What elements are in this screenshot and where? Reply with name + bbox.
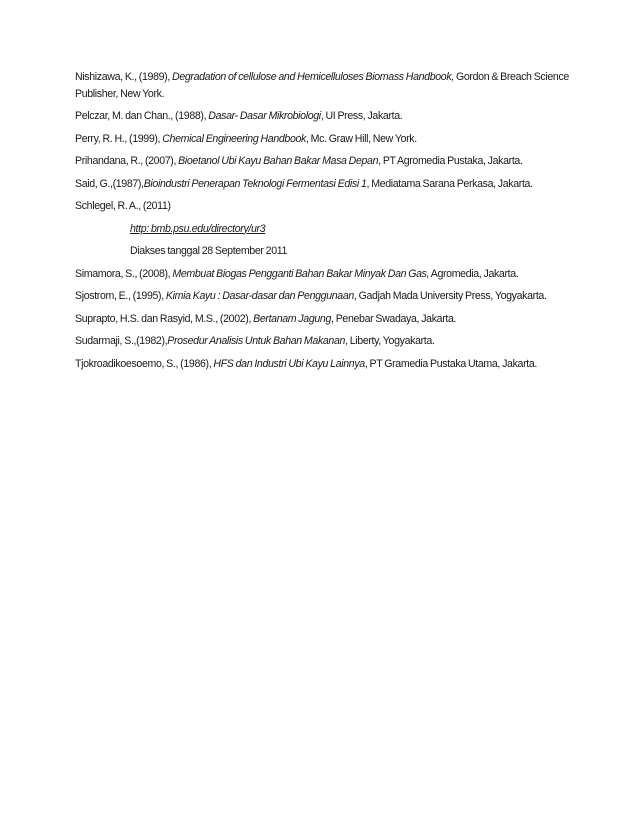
reference-publisher: , UI Press, Jakarta. — [320, 110, 403, 122]
reference-tjokroadikoesoemo — [75, 356, 578, 373]
reference-perry — [75, 131, 578, 148]
reference-author-year: Sudarmaji, S.,(1982), — [75, 335, 168, 347]
reference-schlegel-accessed — [75, 243, 578, 260]
reference-author-year: Suprapto, H.S. dan Rasyid, M.S., (2002), — [75, 312, 254, 325]
reference-schlegel-url — [75, 221, 578, 238]
reference-author-year: Pelczar, M. dan Chan., (1988), — [75, 110, 209, 122]
reference-publisher: , PT Gramedia Pustaka Utama, Jakarta. — [364, 357, 537, 370]
reference-author-year: Schlegel, R. A., (2011) — [75, 200, 171, 212]
reference-publisher: Agromedia, Jakarta. — [429, 267, 519, 280]
reference-author-year: Prihandana, R., (2007), — [75, 155, 179, 167]
reference-suprapto — [75, 311, 578, 328]
reference-author-year: Sjostrom, E., (1995), — [75, 290, 166, 302]
reference-title: Membuat Biogas Pengganti Bahan Bakar Minyak Dan Gas, — [172, 267, 430, 280]
reference-title: Degradation of cellulose and Hemicelluloses Biomass Handbook, — [172, 71, 454, 83]
reference-title: Kimia Kayu : Dasar-dasar dan Penggunaan — [165, 290, 354, 302]
reference-author-year: Simamora, S., (2008), — [75, 267, 173, 280]
reference-publisher: , Mediatama Sarana Perkasa, Jakarta. — [366, 177, 533, 190]
reference-author-year: Nishizawa, K., (1989), — [75, 71, 173, 83]
reference-publisher: , Penebar Swadaya, Jakarta. — [331, 312, 457, 325]
reference-title: Bioindustri Penerapan Teknologi Fermentasi Edisi 1 — [143, 177, 367, 190]
reference-title: Bertanam Jagung — [253, 312, 332, 325]
reference-sudarmaji — [75, 333, 578, 350]
reference-title: Bioetanol Ubi Kayu Bahan Bakar Masa Depan — [178, 155, 379, 167]
reference-publisher: , Gadjah Mada University Press, Yogyakarta. — [353, 290, 547, 302]
reference-publisher: , Mc. Graw Hill, New York. — [305, 132, 417, 145]
reference-title: HFS dan Industri Ubi Kayu Lainnya — [213, 357, 365, 370]
reference-title: Prosedur Analisis Untuk Bahan Makanan — [167, 335, 346, 347]
reference-said — [75, 176, 578, 193]
reference-title: Dasar- Dasar Mikrobiologi — [208, 110, 321, 122]
reference-publisher: , Liberty, Yogyakarta. — [345, 335, 435, 347]
reference-title: Chemical Engineering Handbook — [162, 132, 306, 145]
reference-author-year: Perry, R. H., (1999), — [75, 132, 163, 145]
reference-prihandana — [75, 153, 578, 170]
reference-author-year: Tjokroadikoesoemo, S., (1986), — [75, 357, 214, 370]
reference-simamora — [75, 266, 578, 283]
access-date: Diakses tanggal 28 September 2011 — [130, 245, 288, 257]
reference-author-year: Said, G.,(1987), — [75, 177, 144, 190]
reference-publisher: Gordon & Breach Science Publisher, New York. — [75, 71, 569, 100]
reference-nishizawa — [75, 69, 578, 102]
reference-sjostrom — [75, 288, 578, 305]
reference-link[interactable]: http: bmb.psu.edu/directory/ur3 — [130, 222, 266, 235]
reference-schlegel — [75, 198, 578, 215]
reference-publisher: , PT Agromedia Pustaka, Jakarta. — [378, 155, 523, 167]
reference-pelczar — [75, 108, 578, 125]
